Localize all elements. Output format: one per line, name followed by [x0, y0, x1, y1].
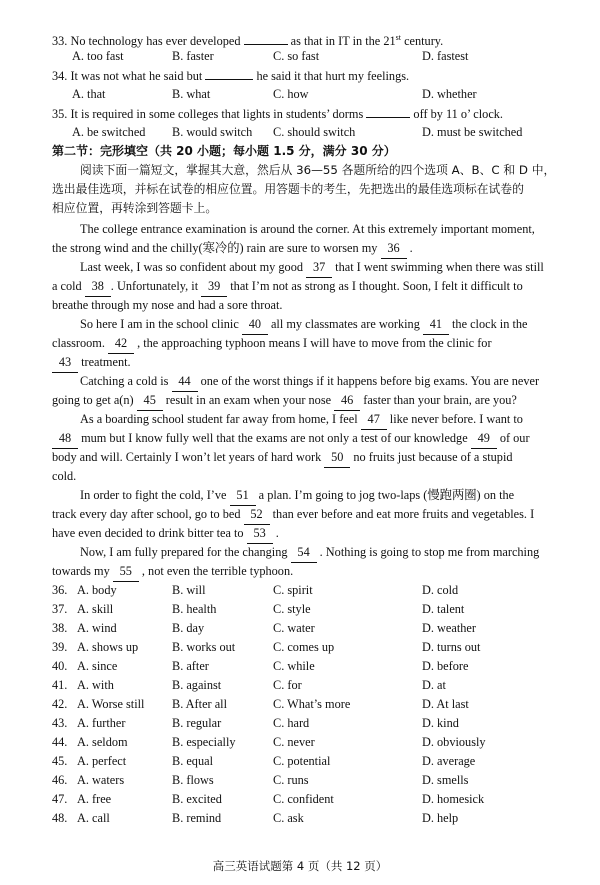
blank-52: 52: [244, 505, 270, 525]
passage-text: a cold: [52, 279, 82, 293]
blank-42: 42: [108, 334, 134, 354]
question-text: No technology has ever developed: [70, 34, 241, 49]
question-text: as that in IT in the 21: [290, 34, 396, 49]
choice-number: 41.: [52, 678, 68, 692]
option-c: C. so fast: [273, 49, 320, 63]
passage-text: . Unfortunately, it: [110, 279, 199, 293]
question-text: off by 11 o’ clock.: [413, 107, 504, 121]
option-c: C. spirit: [273, 583, 313, 597]
option-a: A. perfect: [77, 754, 127, 768]
option-a: A. skill: [77, 602, 114, 616]
blank-53: 53: [247, 524, 273, 544]
passage-line: [52, 353, 562, 372]
choice-number: 40.: [52, 659, 68, 673]
passage-line: [80, 410, 562, 429]
passage-text: track every day after school, go to bed: [52, 507, 241, 521]
choice-row: [0, 790, 600, 809]
question-35: [52, 104, 562, 123]
passage-text: body and will. Certainly I won’t let years of hard work: [52, 450, 322, 464]
option-b: B. what: [172, 87, 211, 101]
passage-line: [52, 467, 562, 486]
option-d: D. average: [422, 754, 476, 768]
option-c: C. for: [273, 678, 302, 692]
superscript: st: [395, 33, 401, 42]
option-b: B. works out: [172, 640, 236, 654]
option-a: A. further: [77, 716, 126, 730]
passage-line: [52, 429, 562, 448]
choice-row: [0, 714, 600, 733]
passage-text: no fruits just because of a stupid: [353, 450, 513, 464]
passage-line: [80, 258, 562, 277]
choice-number: 42.: [52, 697, 68, 711]
option-c: C. runs: [273, 773, 309, 787]
question-text: he said it that hurt my feelings.: [256, 69, 410, 83]
option-d: D. before: [422, 659, 469, 673]
choice-row: [0, 600, 600, 619]
choice-number: 38.: [52, 621, 68, 635]
passage-text: mum but I know fully well that the exams are not only a test of our knowledge: [81, 431, 468, 445]
option-d: D. at: [422, 678, 446, 692]
passage-text: than ever before and eat more fruits and vegetables. I: [272, 507, 535, 521]
option-c: C. ask: [273, 811, 304, 825]
blank-40: 40: [242, 315, 268, 335]
instructions-line-2: 选出最佳选项，并标在试卷的相应位置。用答题卡的考生，先把选出的最佳选项标在试卷的: [52, 182, 524, 196]
passage-line: [80, 220, 562, 239]
option-d: D. weather: [422, 621, 476, 635]
choice-number: 46.: [52, 773, 68, 787]
passage-text: like never before. I want to: [389, 412, 523, 426]
option-a: A. that: [72, 87, 106, 101]
option-c: C. potential: [273, 754, 331, 768]
passage-text: So here I am in the school clinic: [80, 317, 239, 331]
choice-number: 47.: [52, 792, 68, 806]
option-c: C. confident: [273, 792, 334, 806]
blank-43: 43: [52, 353, 78, 373]
question-33: [52, 28, 562, 47]
option-b: B. will: [172, 583, 206, 597]
option-c: C. comes up: [273, 640, 335, 654]
blank-37: 37: [306, 258, 332, 278]
option-c: C. should switch: [273, 125, 356, 139]
passage-line: [52, 334, 562, 353]
choice-number: 37.: [52, 602, 68, 616]
question-number: 33.: [52, 34, 68, 49]
blank-44: 44: [172, 372, 198, 392]
choice-number: 36.: [52, 583, 68, 597]
choice-row: [0, 809, 600, 828]
option-c: C. while: [273, 659, 315, 673]
passage-text: The college entrance examination is around the corner. At this extremely important moment,: [80, 222, 535, 236]
option-a: A. body: [77, 583, 117, 597]
instructions-line-3: 相应位置，再转涂到答题卡上。: [52, 201, 218, 215]
passage-text: .: [275, 526, 279, 540]
option-b: B. remind: [172, 811, 222, 825]
option-b: B. After all: [172, 697, 227, 711]
passage-text: breathe through my nose and had a sore throat.: [52, 298, 283, 312]
question-34: [52, 66, 562, 85]
passage-line: [52, 239, 562, 258]
option-c: C. water: [273, 621, 315, 635]
option-d: D. must be switched: [422, 125, 523, 139]
question-text: century.: [404, 34, 444, 49]
option-a: A. too fast: [72, 49, 124, 63]
question-34-options: [72, 85, 562, 104]
choice-row: [0, 581, 600, 600]
page-footer: 高三英语试题第 4 页（共 12 页）: [212, 859, 388, 873]
passage-line: [52, 391, 562, 410]
passage-text: that I’m not as strong as I thought. Soon, I felt it difficult to: [230, 279, 523, 293]
option-b: B. excited: [172, 792, 222, 806]
passage-line: [52, 448, 562, 467]
question-33-options: [72, 47, 562, 66]
blank-47: 47: [361, 410, 387, 430]
passage-line: [80, 315, 562, 334]
instructions-line-1: 阅读下面一篇短文，掌握其大意，然后从 36—55 各题所给的四个选项 A、B、C 和 D 中，: [80, 163, 556, 177]
option-b: B. equal: [172, 754, 213, 768]
option-a: A. waters: [77, 773, 125, 787]
option-d: D. At last: [422, 697, 469, 711]
option-a: A. wind: [77, 621, 117, 635]
passage-text: a plan. I’m going to jog two-laps (慢跑两圈) on the: [258, 488, 515, 502]
option-b: B. after: [172, 659, 209, 673]
passage-text: classroom.: [52, 336, 105, 350]
option-c: C. never: [273, 735, 315, 749]
question-text: It is required in some colleges that lights in students’ dorms: [70, 107, 364, 121]
passage-text: .: [409, 241, 413, 255]
choice-number: 48.: [52, 811, 68, 825]
passage-text: that I went swimming when there was still: [335, 260, 544, 274]
answer-blank: [244, 31, 288, 45]
choice-row: [0, 771, 600, 790]
option-c: C. how: [273, 87, 309, 101]
option-d: D. cold: [422, 583, 459, 597]
passage-text: In order to fight the cold, I’ve: [80, 488, 227, 502]
passage-line: [80, 486, 562, 505]
passage-line: [52, 296, 562, 315]
blank-36: 36: [381, 239, 407, 259]
passage-line: [80, 543, 562, 562]
passage-text: cold.: [52, 469, 77, 483]
answer-blank: [366, 104, 410, 118]
option-b: B. would switch: [172, 125, 253, 139]
passage-text: have even decided to drink bitter tea to: [52, 526, 244, 540]
blank-45: 45: [137, 391, 163, 411]
choice-number: 45.: [52, 754, 68, 768]
passage-text: the strong wind and the chilly(寒冷的) rain are sure to worsen my: [52, 241, 378, 255]
blank-38: 38: [85, 277, 111, 297]
option-a: A. be switched: [72, 125, 146, 139]
passage-text: . Nothing is going to stop me from marching: [319, 545, 540, 559]
option-d: D. turns out: [422, 640, 481, 654]
option-b: B. health: [172, 602, 217, 616]
option-d: D. obviously: [422, 735, 486, 749]
option-a: A. shows up: [77, 640, 139, 654]
choice-row: [0, 638, 600, 657]
passage-text: going to get a(n): [52, 393, 134, 407]
option-b: B. especially: [172, 735, 236, 749]
blank-49: 49: [471, 429, 497, 449]
blank-46: 46: [334, 391, 360, 411]
option-b: B. flows: [172, 773, 214, 787]
choice-number: 39.: [52, 640, 68, 654]
option-a: A. seldom: [77, 735, 128, 749]
passage-text: of our: [499, 431, 530, 445]
option-a: A. free: [77, 792, 112, 806]
passage-text: , not even the terrible typhoon.: [141, 564, 294, 578]
option-c: C. hard: [273, 716, 310, 730]
blank-48: 48: [52, 429, 78, 449]
choice-row: [0, 619, 600, 638]
passage-line: [80, 372, 562, 391]
blank-51: 51: [230, 486, 256, 506]
option-d: D. fastest: [422, 49, 469, 63]
choice-number: 43.: [52, 716, 68, 730]
option-a: A. with: [77, 678, 114, 692]
option-d: D. talent: [422, 602, 465, 616]
passage-text: , the approaching typhoon means I will have to move from the clinic for: [137, 336, 492, 350]
passage-text: Now, I am fully prepared for the changing: [80, 545, 288, 559]
option-b: B. against: [172, 678, 222, 692]
blank-50: 50: [324, 448, 350, 468]
choice-row: [0, 695, 600, 714]
option-a: A. since: [77, 659, 118, 673]
option-b: B. day: [172, 621, 205, 635]
question-text: It was not what he said but: [70, 69, 203, 83]
section-heading: 第二节：完形填空（共 20 小题；每小题 1.5 分，满分 30 分）: [52, 144, 396, 158]
blank-39: 39: [201, 277, 227, 297]
option-c: C. What’s more: [273, 697, 351, 711]
passage-line: [52, 524, 562, 543]
question-35-options: [72, 123, 562, 142]
option-a: A. Worse still: [77, 697, 145, 711]
answer-blank: [205, 66, 253, 80]
passage-text: faster than your brain, are you?: [363, 393, 517, 407]
option-a: A. call: [77, 811, 110, 825]
option-d: D. help: [422, 811, 459, 825]
passage-text: As a boarding school student far away from home, I feel: [80, 412, 358, 426]
choice-row: [0, 657, 600, 676]
option-d: D. smells: [422, 773, 469, 787]
passage-line: [52, 505, 562, 524]
option-b: B. regular: [172, 716, 222, 730]
passage-text: Catching a cold is: [80, 374, 169, 388]
passage-text: all my classmates are working: [270, 317, 420, 331]
blank-54: 54: [291, 543, 317, 563]
passage-line: [52, 562, 562, 581]
passage-text: the clock in the: [452, 317, 528, 331]
option-d: D. homesick: [422, 792, 485, 806]
choice-number: 44.: [52, 735, 68, 749]
option-b: B. faster: [172, 49, 214, 63]
passage-text: treatment.: [81, 355, 131, 369]
option-c: C. style: [273, 602, 311, 616]
option-d: D. kind: [422, 716, 459, 730]
passage-text: towards my: [52, 564, 110, 578]
passage-text: Last week, I was so confident about my good: [80, 260, 304, 274]
option-d: D. whether: [422, 87, 477, 101]
blank-55: 55: [113, 562, 139, 582]
question-number: 35.: [52, 107, 68, 121]
question-number: 34.: [52, 69, 68, 83]
blank-41: 41: [423, 315, 449, 335]
choice-row: [0, 676, 600, 695]
passage-text: one of the worst things if it happens before big exams. You are never: [200, 374, 540, 388]
passage-text: result in an exam when your nose: [165, 393, 332, 407]
choice-row: [0, 733, 600, 752]
choice-row: [0, 752, 600, 771]
passage-line: [52, 277, 562, 296]
